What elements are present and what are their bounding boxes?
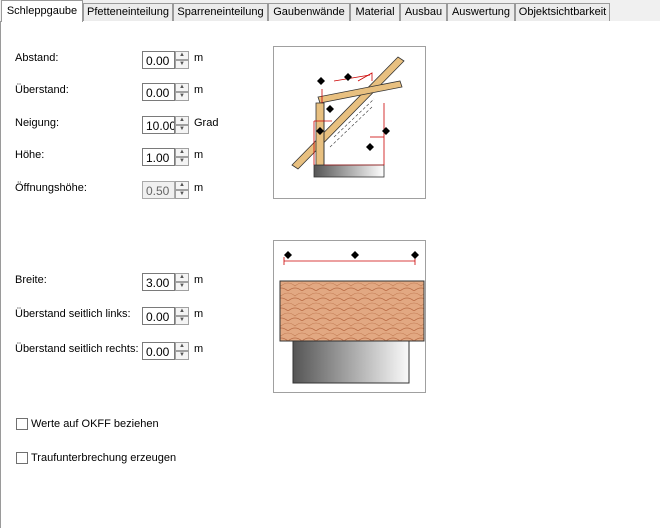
hoehe-down-button[interactable]: ▼ (175, 157, 189, 166)
neigung-spinner (142, 116, 192, 134)
breite-down-button[interactable]: ▼ (175, 282, 189, 291)
ueberstand-rechts-up-button[interactable]: ▲ (175, 342, 189, 351)
ueberstand-spinner (142, 83, 192, 101)
oeffnungshoehe-down-button[interactable]: ▼ (175, 190, 189, 199)
ueberstand-links-down-button[interactable]: ▼ (175, 316, 189, 325)
section-view-illustration (274, 47, 425, 198)
ueberstand-up-button[interactable]: ▲ (175, 83, 189, 92)
ueberstand-unit: m (194, 84, 204, 96)
ueberstand-links-unit: m (194, 308, 204, 320)
hoehe-unit: m (194, 149, 204, 161)
ueberstand-input[interactable] (142, 83, 175, 101)
front-view-diagram (273, 240, 426, 393)
ueberstand-down-button[interactable]: ▼ (175, 92, 189, 101)
ueberstand-rechts-down-button[interactable]: ▼ (175, 351, 189, 360)
okff-checkbox[interactable] (16, 418, 28, 430)
ueberstand-rechts-unit: m (194, 343, 204, 355)
breite-unit: m (194, 274, 204, 286)
oeffnungshoehe-up-button[interactable]: ▲ (175, 181, 189, 190)
abstand-label: Abstand: (15, 52, 59, 64)
ueberstand-rechts-input[interactable] (142, 342, 175, 360)
hoehe-label: Höhe: (15, 149, 45, 161)
ueberstand-links-label: Überstand seitlich links: (15, 308, 131, 320)
ueberstand-links-input[interactable] (142, 307, 175, 325)
oeffnungshoehe-input[interactable] (142, 181, 175, 199)
tab-gaubenwaende[interactable]: Gaubenwände (268, 3, 350, 21)
abstand-unit: m (194, 52, 204, 64)
breite-label: Breite: (15, 274, 47, 286)
tab-objektsichtbarkeit[interactable]: Objektsichtbarkeit (515, 3, 610, 21)
tab-pfetteneinteilung[interactable]: Pfetteneinteilung (83, 3, 173, 21)
abstand-input[interactable] (142, 51, 175, 69)
abstand-spinner (142, 51, 192, 69)
breite-input[interactable] (142, 273, 175, 291)
ueberstand-label: Überstand: (15, 84, 69, 96)
traufe-checkbox[interactable] (16, 452, 28, 464)
abstand-up-button[interactable]: ▲ (175, 51, 189, 60)
ueberstand-rechts-spinner (142, 342, 192, 360)
hoehe-input[interactable] (142, 148, 175, 166)
breite-up-button[interactable]: ▲ (175, 273, 189, 282)
tab-bar (0, 0, 660, 22)
breite-spinner (142, 273, 192, 291)
abstand-down-button[interactable]: ▼ (175, 60, 189, 69)
neigung-up-button[interactable]: ▲ (175, 116, 189, 125)
front-view-illustration (274, 241, 425, 392)
section-view-diagram (273, 46, 426, 199)
neigung-down-button[interactable]: ▼ (175, 125, 189, 134)
traufe-label: Traufunterbrechung erzeugen (31, 452, 177, 464)
neigung-input[interactable] (142, 116, 175, 134)
tab-sparreneinteilung[interactable]: Sparreneinteilung (173, 3, 268, 21)
ueberstand-rechts-label: Überstand seitlich rechts: (15, 343, 139, 355)
ueberstand-links-spinner (142, 307, 192, 325)
neigung-label: Neigung: (15, 117, 60, 129)
tab-schleppgaube[interactable]: Schleppgaube (1, 0, 83, 22)
oeffnungshoehe-unit: m (194, 182, 204, 194)
ueberstand-links-up-button[interactable]: ▲ (175, 307, 189, 316)
tab-material[interactable]: Material (350, 3, 400, 21)
neigung-unit: Grad (194, 117, 219, 129)
oeffnungshoehe-label: Öffnungshöhe: (15, 182, 87, 194)
okff-label: Werte auf OKFF beziehen (31, 418, 159, 430)
tab-ausbau[interactable]: Ausbau (400, 3, 447, 21)
tab-auswertung[interactable]: Auswertung (447, 3, 515, 21)
hoehe-up-button[interactable]: ▲ (175, 148, 189, 157)
oeffnungshoehe-spinner (142, 181, 192, 199)
hoehe-spinner (142, 148, 192, 166)
